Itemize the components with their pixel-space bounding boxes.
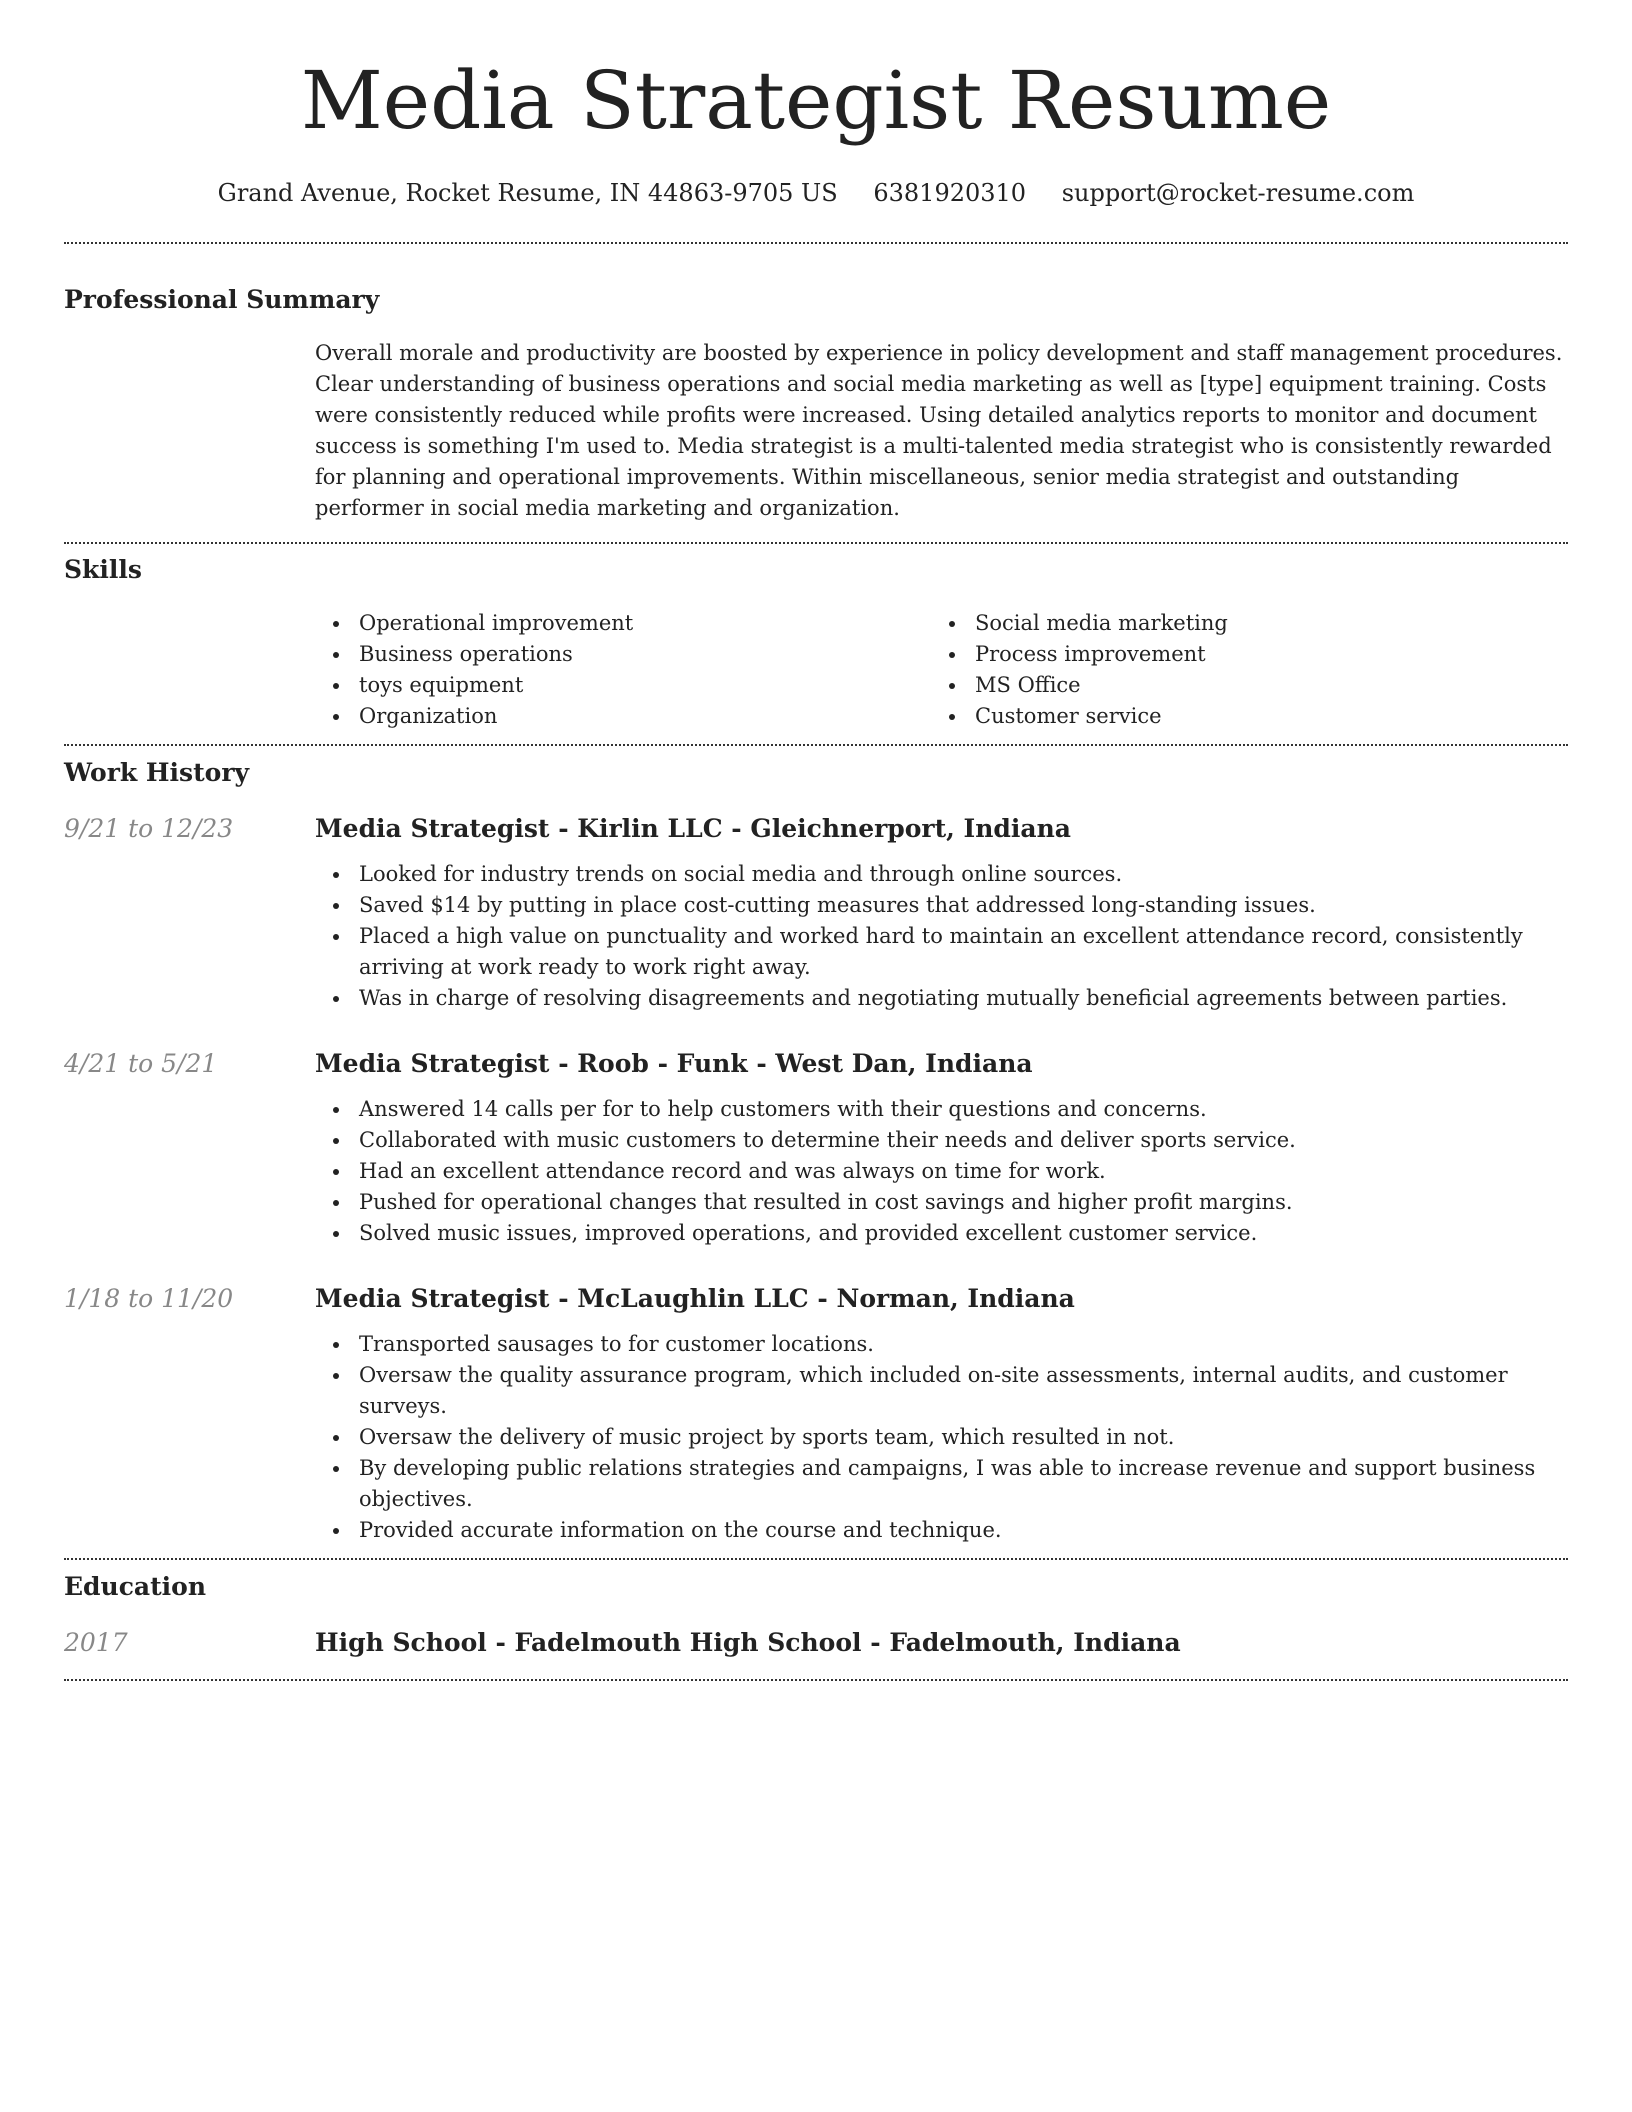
resume-title: Media Strategist Resume <box>300 54 1332 147</box>
section-title-education: Education <box>64 1572 207 1601</box>
job-bullet: Oversaw the delivery of music project by sports team, which resulted in not. <box>359 1422 1568 1453</box>
job-bullets <box>315 859 1568 1014</box>
education-section <box>64 1571 1568 1659</box>
job-bullet: Pushed for operational changes that resulted in cost savings and higher profit margins. <box>359 1187 1568 1218</box>
job-bullet: By developing public relations strategies and campaigns, I was able to increase revenue and support business objectives. <box>359 1453 1568 1515</box>
skill-item: Customer service <box>975 701 1547 732</box>
job-title: Media Strategist - McLaughlin LLC - Norman, Indiana <box>315 1284 1075 1313</box>
work-section <box>64 757 1568 1546</box>
job-bullet: Collaborated with music customers to determine their needs and deliver sports service. <box>359 1125 1568 1156</box>
contact-address: Grand Avenue, Rocket Resume, IN 44863-9705 US <box>217 179 838 207</box>
education-title: High School - Fadelmouth High School - Fadelmouth, Indiana <box>315 1628 1181 1657</box>
job-bullet: Had an excellent attendance record and was always on time for work. <box>359 1156 1568 1187</box>
divider <box>64 242 1568 244</box>
divider <box>64 1558 1568 1560</box>
job-bullet: Placed a high value on punctuality and worked hard to maintain an excellent attendance record, consistently arriving at work ready to work right away. <box>359 921 1568 983</box>
education-entry <box>64 1627 1568 1659</box>
skills-column-left <box>315 608 931 732</box>
skill-item: Social media marketing <box>975 608 1547 639</box>
section-title-summary: Professional Summary <box>64 285 380 314</box>
job-bullet: Was in charge of resolving disagreements and negotiating mutually beneficial agreements between parties. <box>359 983 1568 1014</box>
job-bullet: Looked for industry trends on social media and through online sources. <box>359 859 1568 890</box>
skills-list <box>315 608 1568 732</box>
job-title: Media Strategist - Kirlin LLC - Gleichnerport, Indiana <box>315 814 1071 843</box>
skill-item: Process improvement <box>975 639 1547 670</box>
job-dates: 1/18 to 11/20 <box>64 1284 234 1313</box>
job-entry <box>64 1048 1568 1249</box>
contact-email: support@rocket-resume.com <box>1061 179 1415 207</box>
contact-line <box>64 178 1568 208</box>
job-dates: 9/21 to 12/23 <box>64 814 234 843</box>
summary-section <box>64 284 1568 524</box>
job-bullet: Transported sausages to for customer locations. <box>359 1329 1568 1360</box>
job-entry <box>64 1283 1568 1546</box>
divider <box>64 542 1568 544</box>
skills-section <box>64 554 1568 732</box>
job-bullet: Saved $14 by putting in place cost-cutting measures that addressed long-standing issues. <box>359 890 1568 921</box>
skill-item: MS Office <box>975 670 1547 701</box>
job-bullet: Answered 14 calls per for to help customers with their questions and concerns. <box>359 1094 1568 1125</box>
skill-item: Operational improvement <box>359 608 931 639</box>
summary-text: Overall morale and productivity are boosted by experience in policy development and staff management procedures. Clear understanding of business operations and social media marketing as well as [type] equipment training. Costs were consistently reduced while profits were increased. Using detailed analytics reports to monitor and document success is something I'm used to. Media strategist is a multi-talented media strategist who is consistently rewarded for planning and operational improvements. Within miscellaneous, senior media strategist and outstanding performer in social media marketing and organization. <box>315 341 1563 520</box>
resume-page <box>64 0 1568 1681</box>
section-title-skills: Skills <box>64 555 142 584</box>
skill-item: Organization <box>359 701 931 732</box>
job-dates: 4/21 to 5/21 <box>64 1049 218 1078</box>
skills-column-right <box>931 608 1547 732</box>
job-bullet: Solved music issues, improved operations, and provided excellent customer service. <box>359 1218 1568 1249</box>
education-year: 2017 <box>64 1628 128 1657</box>
job-bullets <box>315 1094 1568 1249</box>
divider <box>64 1679 1568 1681</box>
section-title-work: Work History <box>64 758 250 787</box>
job-entry <box>64 813 1568 1014</box>
skill-item: Business operations <box>359 639 931 670</box>
contact-phone: 6381920310 <box>873 179 1027 207</box>
job-bullet: Oversaw the quality assurance program, which included on-site assessments, internal audits, and customer surveys. <box>359 1360 1568 1422</box>
job-title: Media Strategist - Roob - Funk - West Dan, Indiana <box>315 1049 1033 1078</box>
job-bullet: Provided accurate information on the course and technique. <box>359 1515 1568 1546</box>
divider <box>64 744 1568 746</box>
job-bullets <box>315 1329 1568 1546</box>
skill-item: toys equipment <box>359 670 931 701</box>
